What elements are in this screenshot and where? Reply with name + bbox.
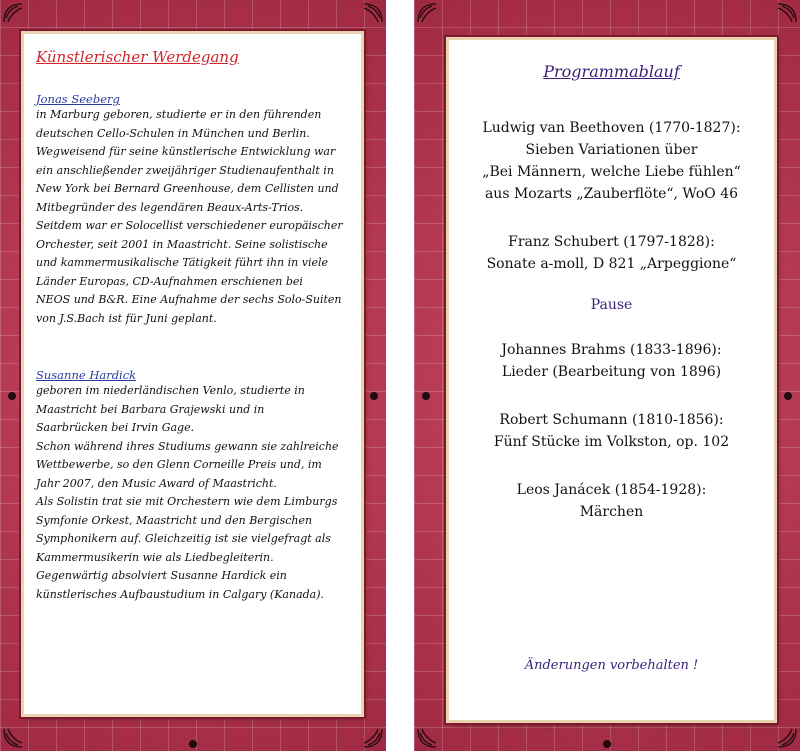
- biography-card: [24, 34, 361, 714]
- program-line: Märchen: [579, 504, 644, 520]
- program-line: Lieder (Bearbeitung von 1896): [501, 364, 722, 380]
- corner-flourish-icon: [776, 2, 798, 24]
- bio-line: Saarbrücken bei Irvin Gage.: [36, 421, 195, 434]
- bio-line: Länder Europas, CD-Aufnahmen erschienen bei: [36, 274, 303, 288]
- bio-line: Schon während ihres Studiums gewann sie zahlreiche: [36, 439, 339, 453]
- program-line: Johannes Brahms (1833-1896):: [501, 342, 722, 358]
- bio-jonas-seeberg: [36, 92, 351, 328]
- program-card: [449, 40, 774, 720]
- ornament-dot-icon: [189, 740, 197, 748]
- program-item-brahms: [449, 339, 774, 383]
- biography-content: [36, 48, 351, 604]
- program-item-schubert: [449, 231, 774, 275]
- ornament-dot-icon: [603, 740, 611, 748]
- program-line: Fünf Stücke im Volkston, op. 102: [493, 434, 730, 450]
- bio-line: Als Solistin trat sie mit Orchestern wie dem Limburgs: [36, 495, 338, 508]
- bio-line: Kammermusikerin wie als Liedbegleiterin.: [36, 550, 274, 564]
- program-line: „Bei Männern, welche Liebe fühlen“: [482, 164, 741, 180]
- bio-line: geboren im niederländischen Venlo, studierte in: [36, 384, 305, 397]
- program-line: Ludwig van Beethoven (1770-1827):: [482, 120, 741, 136]
- right-panel: [414, 0, 800, 751]
- bio-line: Gegenwärtig absolviert Susanne Hardick ein: [36, 569, 287, 582]
- program-line: Sieben Variationen über: [525, 142, 698, 158]
- program-item-beethoven: [449, 117, 774, 205]
- ornament-dot-icon: [784, 392, 792, 400]
- program-note: Änderungen vorbehalten !: [524, 658, 699, 673]
- corner-flourish-icon: [2, 727, 24, 749]
- bio-name[interactable]: Jonas Seeberg: [36, 92, 120, 106]
- bio-line: Seitdem war er Solocellist verschiedener europäischer: [36, 219, 343, 232]
- bio-line: und kammermusikalische Tätigkeit führt ihn in viele: [36, 256, 328, 269]
- bio-line: Mitbegründer des legendären Beaux-Arts-Trios.: [36, 200, 304, 214]
- program-line: Robert Schumann (1810-1856):: [499, 412, 724, 428]
- bio-line: von J.S.Bach ist für Juni geplant.: [36, 311, 217, 325]
- bio-text: [36, 106, 351, 328]
- ornament-dot-icon: [422, 392, 430, 400]
- corner-flourish-icon: [362, 2, 384, 24]
- program-pause: Pause: [590, 297, 633, 313]
- bio-line: Orchester, seit 2001 in Maastricht. Seine solistische: [36, 237, 328, 251]
- bio-line: deutschen Cello-Schulen in München und Berlin.: [36, 126, 310, 140]
- ornament-dot-icon: [8, 392, 16, 400]
- bio-line: Jahr 2007, den Music Award of Maastricht.: [36, 476, 277, 490]
- program-content: [449, 62, 774, 523]
- program-line: aus Mozarts „Zauberflöte“, WoO 46: [484, 186, 739, 202]
- corner-flourish-icon: [416, 727, 438, 749]
- program-line: Sonate a-moll, D 821 „Arpeggione“: [486, 256, 737, 272]
- corner-flourish-icon: [776, 727, 798, 749]
- bio-name[interactable]: Susanne Hardick: [36, 368, 137, 382]
- bio-line: Maastricht bei Barbara Grajewski und in: [36, 402, 265, 416]
- program-title: Programmablauf: [543, 62, 680, 81]
- bio-text: [36, 382, 351, 604]
- bio-line: New York bei Bernard Greenhouse, dem Cellisten und: [36, 182, 339, 195]
- biography-title: Künstlerischer Werdegang: [36, 48, 239, 66]
- bio-susanne-hardick: [36, 368, 351, 604]
- corner-flourish-icon: [2, 2, 24, 24]
- program-item-schumann: [449, 409, 774, 453]
- ornament-dot-icon: [370, 392, 378, 400]
- program-item-janacek: [449, 479, 774, 523]
- left-panel: [0, 0, 386, 751]
- bio-line: Symphonikern auf. Gleichzeitig ist sie vielgefragt als: [36, 532, 331, 545]
- bio-line: Wettbewerbe, so den Glenn Corneille Preis und, im: [36, 458, 322, 471]
- center-gutter: [386, 0, 414, 751]
- bio-line: künstlerisches Aufbaustudium in Calgary (Kanada).: [36, 587, 325, 601]
- program-line: Leos Janácek (1854-1928):: [516, 482, 707, 498]
- program-line: Franz Schubert (1797-1828):: [508, 234, 715, 250]
- bio-line: NEOS und B&R. Eine Aufnahme der sechs Solo-Suiten: [36, 293, 342, 306]
- bio-line: Wegweisend für seine künstlerische Entwicklung war: [36, 145, 336, 158]
- bio-line: in Marburg geboren, studierte er in den führenden: [36, 108, 322, 121]
- corner-flourish-icon: [416, 2, 438, 24]
- corner-flourish-icon: [362, 727, 384, 749]
- bio-line: ein anschließender zweijähriger Studienaufenthalt in: [36, 163, 334, 177]
- bio-line: Symfonie Orkest, Maastricht und den Bergischen: [36, 513, 313, 527]
